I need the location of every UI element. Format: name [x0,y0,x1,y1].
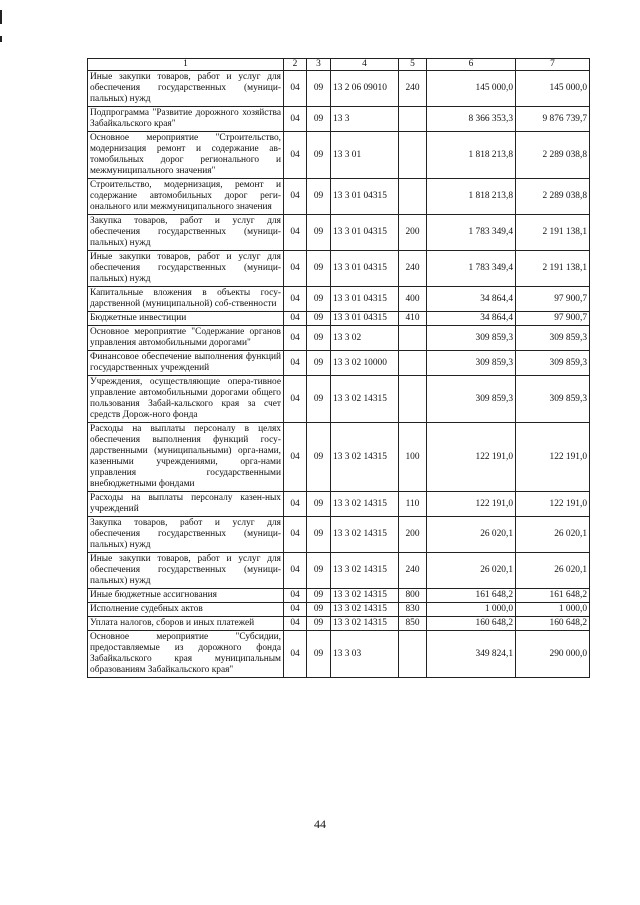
row-name-cell: Капитальные вложения в объекты госу-дарственной (муниципальной) соб-ственности [88,287,284,312]
section-code-cell: 04 [284,71,307,107]
amount-year1-cell: 122 191,0 [427,492,516,517]
expense-type-cell: 410 [399,312,427,326]
target-article-cell: 13 3 02 14315 [331,517,399,553]
row-name-cell: Исполнение судебных актов [88,603,284,617]
target-article-cell: 13 3 02 14315 [331,603,399,617]
table-row [88,517,590,553]
expense-type-cell: 200 [399,517,427,553]
table-row [88,287,590,312]
amount-year2-cell: 9 876 739,7 [516,107,590,132]
section-code-cell: 04 [284,326,307,351]
column-header: 5 [399,59,427,71]
target-article-cell: 13 3 01 04315 [331,179,399,215]
amount-year2-cell: 2 289 038,8 [516,132,590,179]
row-name-cell: Финансовое обеспечение выполнения функций государственных учреждений [88,351,284,376]
amount-year2-cell: 309 859,3 [516,376,590,423]
amount-year2-cell: 309 859,3 [516,351,590,376]
expense-type-cell: 400 [399,287,427,312]
row-name-cell: Закупка товаров, работ и услуг для обеспечения государственных (муници-пальных) нужд [88,517,284,553]
amount-year2-cell: 160 648,2 [516,617,590,631]
target-article-cell: 13 3 02 14315 [331,492,399,517]
expense-type-cell: 100 [399,423,427,492]
subsection-code-cell: 09 [307,312,331,326]
amount-year1-cell: 145 000,0 [427,71,516,107]
column-header: 3 [307,59,331,71]
subsection-code-cell: 09 [307,132,331,179]
target-article-cell: 13 3 01 04315 [331,287,399,312]
target-article-cell: 13 3 01 04315 [331,312,399,326]
target-article-cell: 13 2 06 09010 [331,71,399,107]
table-row [88,603,590,617]
subsection-code-cell: 09 [307,376,331,423]
column-header: 7 [516,59,590,71]
section-code-cell: 04 [284,492,307,517]
amount-year1-cell: 309 859,3 [427,376,516,423]
table-row [88,326,590,351]
section-code-cell: 04 [284,215,307,251]
section-code-cell: 04 [284,589,307,603]
section-code-cell: 04 [284,617,307,631]
expense-type-cell [399,132,427,179]
expense-type-cell [399,351,427,376]
scan-edge-mark [0,10,2,24]
target-article-cell: 13 3 01 04315 [331,251,399,287]
subsection-code-cell: 09 [307,215,331,251]
table-row [88,492,590,517]
table-row [88,376,590,423]
subsection-code-cell: 09 [307,631,331,678]
expense-type-cell [399,631,427,678]
table-row [88,589,590,603]
subsection-code-cell: 09 [307,423,331,492]
row-name-cell: Основное мероприятие "Содержание органов управления автомобильными дорогами" [88,326,284,351]
subsection-code-cell: 09 [307,492,331,517]
target-article-cell: 13 3 02 10000 [331,351,399,376]
amount-year2-cell: 290 000,0 [516,631,590,678]
row-name-cell: Строительство, модернизация, ремонт и содержание автомобильных дорог реги-онального или межмуниципального значения [88,179,284,215]
table-row [88,351,590,376]
table-row [88,553,590,589]
section-code-cell: 04 [284,423,307,492]
table-row [88,251,590,287]
amount-year2-cell: 2 289 038,8 [516,179,590,215]
row-name-cell: Основное мероприятие "Субсидии, предоставляемые из дорожного фонда Забайкальского края муниципальным образованиям Забайкальского края" [88,631,284,678]
section-code-cell: 04 [284,631,307,678]
section-code-cell: 04 [284,376,307,423]
row-name-cell: Иные закупки товаров, работ и услуг для обеспечения государственных (муници-пальных) нужд [88,553,284,589]
subsection-code-cell: 09 [307,517,331,553]
subsection-code-cell: 09 [307,326,331,351]
expense-type-cell: 800 [399,589,427,603]
amount-year1-cell: 1 783 349,4 [427,215,516,251]
amount-year2-cell: 122 191,0 [516,423,590,492]
amount-year2-cell: 122 191,0 [516,492,590,517]
target-article-cell: 13 3 03 [331,631,399,678]
section-code-cell: 04 [284,312,307,326]
amount-year2-cell: 2 191 138,1 [516,215,590,251]
section-code-cell: 04 [284,132,307,179]
row-name-cell: Уплата налогов, сборов и иных платежей [88,617,284,631]
amount-year1-cell: 8 366 353,3 [427,107,516,132]
target-article-cell: 13 3 [331,107,399,132]
expense-type-cell: 240 [399,71,427,107]
target-article-cell: 13 3 02 14315 [331,589,399,603]
column-header: 2 [284,59,307,71]
amount-year2-cell: 26 020,1 [516,553,590,589]
subsection-code-cell: 09 [307,553,331,589]
amount-year1-cell: 160 648,2 [427,617,516,631]
row-name-cell: Учреждения, осуществляющие опера-тивное управление автомобильными дорогами общего пользования Забай-кальского края за счет средств Дорож-ного фонда [88,376,284,423]
table-row [88,71,590,107]
table-row [88,215,590,251]
amount-year1-cell: 26 020,1 [427,517,516,553]
target-article-cell: 13 3 02 14315 [331,617,399,631]
section-code-cell: 04 [284,251,307,287]
amount-year2-cell: 97 900,7 [516,312,590,326]
amount-year1-cell: 1 818 213,8 [427,132,516,179]
subsection-code-cell: 09 [307,287,331,312]
row-name-cell: Бюджетные инвестиции [88,312,284,326]
amount-year1-cell: 26 020,1 [427,553,516,589]
amount-year2-cell: 26 020,1 [516,517,590,553]
row-name-cell: Основное мероприятие "Строительство, модернизация ремонт и содержание ав-томобильных дорог регионального и межмуниципального значения" [88,132,284,179]
row-name-cell: Расходы на выплаты персоналу в целях обеспечения выполнения функций госу-дарственными (муниципальными) орга-нами, казенными учреждениями, орга-нами управления государственными внебюджетными фондами [88,423,284,492]
row-name-cell: Иные бюджетные ассигнования [88,589,284,603]
section-code-cell: 04 [284,351,307,376]
row-name-cell: Иные закупки товаров, работ и услуг для обеспечения государственных (муници-пальных) нужд [88,71,284,107]
target-article-cell: 13 3 01 04315 [331,215,399,251]
section-code-cell: 04 [284,107,307,132]
row-name-cell: Расходы на выплаты персоналу казен-ных учреждений [88,492,284,517]
amount-year1-cell: 309 859,3 [427,351,516,376]
expense-type-cell: 240 [399,251,427,287]
row-name-cell: Иные закупки товаров, работ и услуг для обеспечения государственных (муници-пальных) нужд [88,251,284,287]
section-code-cell: 04 [284,517,307,553]
amount-year2-cell: 145 000,0 [516,71,590,107]
table-row [88,312,590,326]
subsection-code-cell: 09 [307,603,331,617]
expense-type-cell: 850 [399,617,427,631]
column-header: 6 [427,59,516,71]
expense-type-cell [399,107,427,132]
expense-type-cell: 110 [399,492,427,517]
table-row [88,132,590,179]
amount-year1-cell: 349 824,1 [427,631,516,678]
scan-edge-mark [0,36,2,42]
subsection-code-cell: 09 [307,351,331,376]
section-code-cell: 04 [284,179,307,215]
subsection-code-cell: 09 [307,589,331,603]
expense-type-cell: 200 [399,215,427,251]
table-row [88,617,590,631]
table-row [88,179,590,215]
target-article-cell: 13 3 02 14315 [331,376,399,423]
section-code-cell: 04 [284,603,307,617]
table-row [88,423,590,492]
column-header: 1 [88,59,284,71]
subsection-code-cell: 09 [307,107,331,132]
amount-year2-cell: 1 000,0 [516,603,590,617]
subsection-code-cell: 09 [307,71,331,107]
target-article-cell: 13 3 02 14315 [331,553,399,589]
amount-year1-cell: 34 864,4 [427,312,516,326]
amount-year2-cell: 2 191 138,1 [516,251,590,287]
amount-year1-cell: 122 191,0 [427,423,516,492]
amount-year1-cell: 309 859,3 [427,326,516,351]
row-name-cell: Подпрограмма "Развитие дорожного хозяйства Забайкальского края" [88,107,284,132]
row-name-cell: Закупка товаров, работ и услуг для обеспечения государственных (муници-пальных) нужд [88,215,284,251]
table-row [88,107,590,132]
budget-table [87,58,590,678]
amount-year2-cell: 309 859,3 [516,326,590,351]
expense-type-cell [399,326,427,351]
target-article-cell: 13 3 02 14315 [331,423,399,492]
expense-type-cell [399,179,427,215]
amount-year1-cell: 161 648,2 [427,589,516,603]
subsection-code-cell: 09 [307,251,331,287]
section-code-cell: 04 [284,553,307,589]
header-row [88,59,590,71]
amount-year1-cell: 1 783 349,4 [427,251,516,287]
subsection-code-cell: 09 [307,179,331,215]
section-code-cell: 04 [284,287,307,312]
amount-year2-cell: 161 648,2 [516,589,590,603]
table-row [88,631,590,678]
expense-type-cell [399,376,427,423]
amount-year1-cell: 1 818 213,8 [427,179,516,215]
expense-type-cell: 240 [399,553,427,589]
target-article-cell: 13 3 02 [331,326,399,351]
amount-year1-cell: 34 864,4 [427,287,516,312]
target-article-cell: 13 3 01 [331,132,399,179]
amount-year2-cell: 97 900,7 [516,287,590,312]
expense-type-cell: 830 [399,603,427,617]
subsection-code-cell: 09 [307,617,331,631]
page-number: 44 [314,817,326,831]
column-header: 4 [331,59,399,71]
amount-year1-cell: 1 000,0 [427,603,516,617]
